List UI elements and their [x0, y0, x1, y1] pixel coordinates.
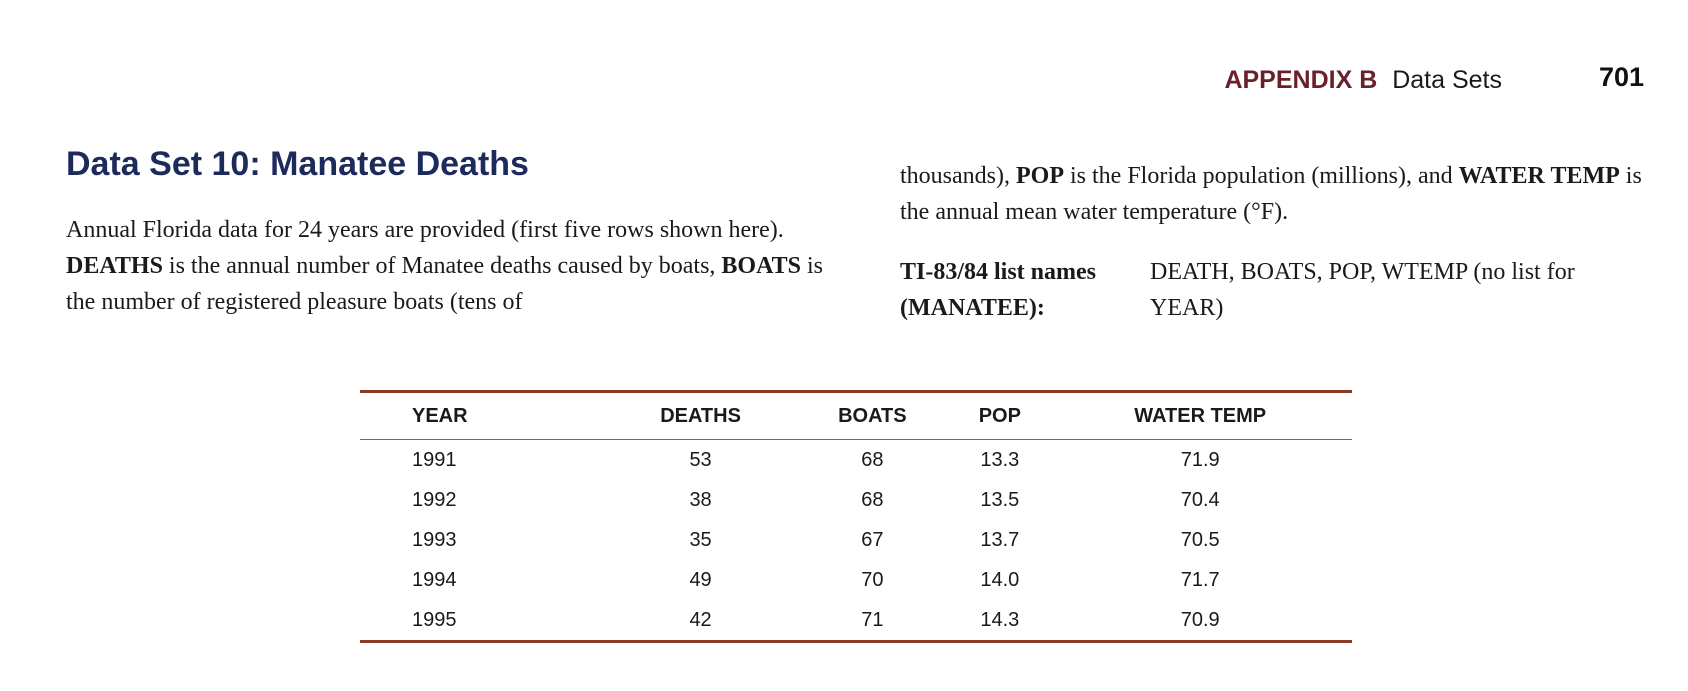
table-row	[360, 600, 1352, 642]
cell-boats: 71	[861, 608, 884, 631]
cell-year: 1991	[412, 448, 457, 471]
cell-pop: 13.3	[980, 448, 1020, 471]
cell-pop: 13.5	[980, 488, 1020, 511]
table-row	[360, 440, 1352, 481]
header-water-temp: WATER TEMP	[1134, 404, 1267, 427]
page-number: 701	[1598, 62, 1644, 92]
appendix-label: APPENDIX B	[1224, 66, 1378, 94]
cell-pop: 13.7	[980, 528, 1020, 551]
pop-term: POP	[1016, 163, 1064, 189]
cell-pop: 14.3	[980, 608, 1020, 631]
cell-year: 1993	[412, 528, 457, 551]
cell-boats: 67	[861, 528, 884, 551]
cell-water-temp: 70.4	[1180, 488, 1220, 511]
description-text: Annual Florida data for 24 years are provided (first five rows shown here).	[66, 217, 784, 243]
header-year: YEAR	[412, 404, 468, 427]
cell-water-temp: 70.9	[1180, 608, 1220, 631]
cell-boats: 68	[861, 488, 884, 511]
table-header-row	[360, 392, 1352, 440]
manatee-data-table	[360, 390, 1352, 643]
header-boats: BOATS	[838, 404, 907, 427]
cell-water-temp: 70.5	[1180, 528, 1220, 551]
table-row	[360, 520, 1352, 560]
cell-pop: 14.0	[980, 568, 1020, 591]
description-text: is the annual number of Manatee deaths caused by boats,	[162, 253, 722, 279]
description-text: is the number of registered pleasure boats (tens of	[66, 253, 824, 315]
cell-year: 1994	[412, 568, 457, 591]
cell-deaths: 42	[689, 608, 712, 631]
boats-term: BOATS	[721, 253, 802, 279]
cell-deaths: 53	[689, 448, 712, 471]
description-text: thousands),	[900, 163, 1016, 189]
cell-boats: 68	[861, 448, 884, 471]
description-left-column	[66, 212, 826, 320]
cell-water-temp: 71.7	[1180, 568, 1220, 591]
description-text: is the annual mean water temperature (°F).	[900, 163, 1642, 225]
ti-list-value: DEATH, BOATS, POP, WTEMP (no list for YEAR)	[1150, 259, 1575, 321]
deaths-term: DEATHS	[66, 253, 163, 279]
header-deaths: DEATHS	[660, 404, 741, 427]
running-head	[1224, 66, 1502, 95]
table-row	[360, 480, 1352, 520]
ti-list-label: TI-83/84 list names (MANATEE):	[900, 259, 1097, 321]
cell-boats: 70	[861, 568, 884, 591]
description-text: is the Florida population (millions), and	[1064, 163, 1459, 189]
cell-deaths: 35	[689, 528, 712, 551]
cell-water-temp: 71.9	[1180, 448, 1220, 471]
cell-year: 1992	[412, 488, 457, 511]
description-right-column	[900, 158, 1660, 230]
water-temp-term: WATER TEMP	[1458, 163, 1620, 189]
header-pop: POP	[978, 404, 1021, 427]
section-label: Data Sets	[1392, 66, 1502, 94]
data-set-title: Data Set 10: Manatee Deaths	[66, 145, 529, 183]
cell-deaths: 38	[689, 488, 712, 511]
cell-year: 1995	[412, 608, 457, 631]
table-row	[360, 560, 1352, 600]
cell-deaths: 49	[689, 568, 712, 591]
